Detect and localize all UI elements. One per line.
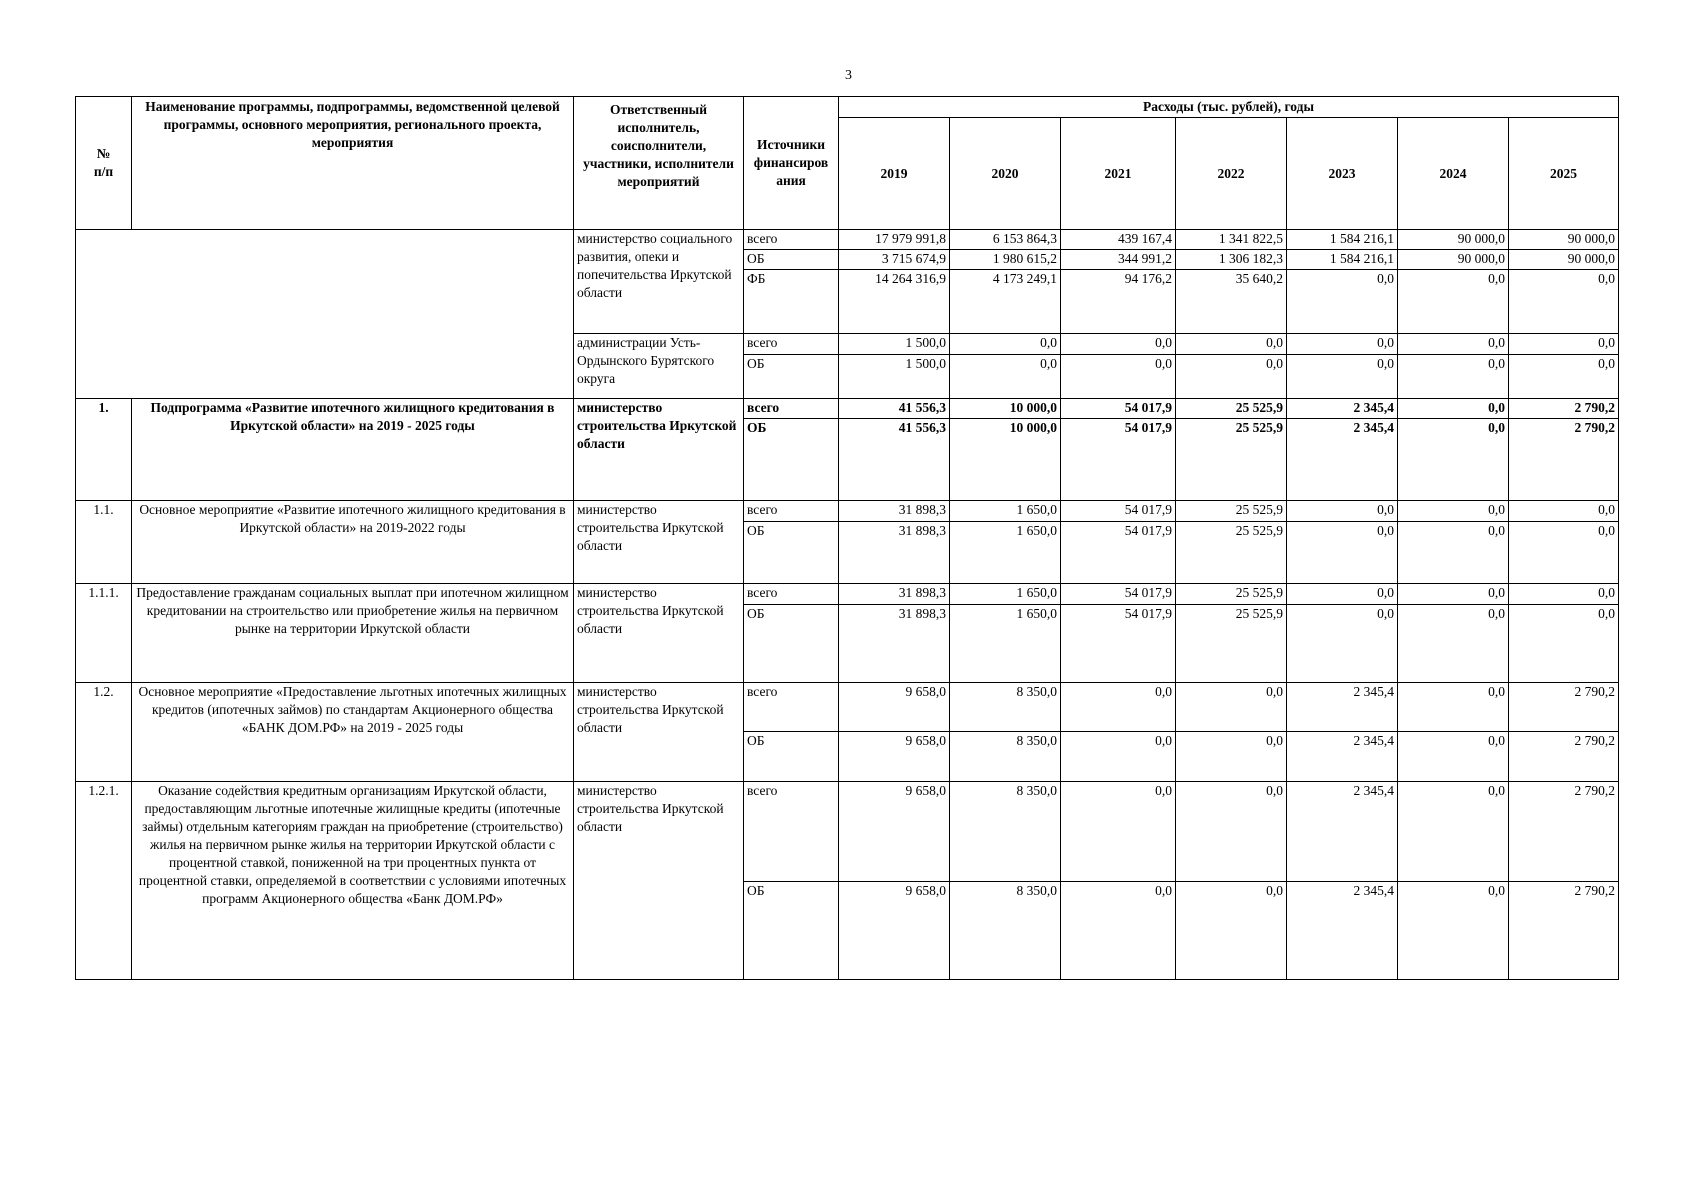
value-cell: 0,0 — [1176, 732, 1287, 782]
value-cell: 25 525,9 — [1176, 522, 1287, 584]
value-cell: 2 345,4 — [1287, 683, 1398, 732]
source-cell: всего — [744, 683, 839, 732]
row-title: Основное мероприятие «Развитие ипотечного жилищного кредитования в Иркутской области» на 2019-2022 годы — [132, 501, 574, 584]
value-cell: 2 790,2 — [1509, 782, 1619, 882]
value-cell: 6 153 864,3 — [950, 230, 1061, 250]
value-cell: 0,0 — [1509, 522, 1619, 584]
value-cell: 90 000,0 — [1398, 230, 1509, 250]
value-cell: 2 790,2 — [1509, 419, 1619, 501]
value-cell: 9 658,0 — [839, 882, 950, 980]
value-cell: 0,0 — [1287, 334, 1398, 355]
source-cell: ОБ — [744, 605, 839, 683]
value-cell: 0,0 — [1398, 782, 1509, 882]
value-cell: 54 017,9 — [1061, 605, 1176, 683]
value-cell: 2 345,4 — [1287, 782, 1398, 882]
value-cell: 2 345,4 — [1287, 732, 1398, 782]
value-cell: 25 525,9 — [1176, 399, 1287, 419]
value-cell: 0,0 — [1398, 605, 1509, 683]
value-cell: 41 556,3 — [839, 399, 950, 419]
value-cell: 0,0 — [1287, 522, 1398, 584]
value-cell: 2 345,4 — [1287, 419, 1398, 501]
value-cell: 10 000,0 — [950, 419, 1061, 501]
header-year: 2021 — [1061, 118, 1176, 230]
header-source: Источники финансиров ания — [744, 97, 839, 230]
value-cell: 25 525,9 — [1176, 584, 1287, 605]
value-cell: 1 650,0 — [950, 605, 1061, 683]
header-year: 2025 — [1509, 118, 1619, 230]
header-expenses: Расходы (тыс. рублей), годы — [839, 97, 1619, 118]
header-year: 2024 — [1398, 118, 1509, 230]
value-cell: 90 000,0 — [1398, 250, 1509, 270]
source-cell: всего — [744, 334, 839, 355]
value-cell: 31 898,3 — [839, 522, 950, 584]
value-cell: 1 650,0 — [950, 501, 1061, 522]
row-number: 1. — [76, 399, 132, 501]
row-title: Оказание содействия кредитным организациям Иркутской области, предоставляющим льготные ипотечные жилищные кредиты (ипотечные займы) отдельным категориям граждан на приобретение (строительство) жилья на первичном рынке жилья на территории Иркутской области с процентной ставкой, пониженной на три процентных пункта от процентной ставки, определяемой в соответствии с условиями ипотечных программ Акционерного общества «Банк ДОМ.РФ» — [132, 782, 574, 980]
value-cell: 0,0 — [1287, 270, 1398, 334]
table-row — [76, 501, 1619, 522]
table-row — [76, 399, 1619, 419]
value-cell: 14 264 316,9 — [839, 270, 950, 334]
value-cell: 8 350,0 — [950, 683, 1061, 732]
value-cell: 54 017,9 — [1061, 522, 1176, 584]
value-cell: 8 350,0 — [950, 782, 1061, 882]
source-cell: всего — [744, 230, 839, 250]
value-cell: 344 991,2 — [1061, 250, 1176, 270]
value-cell: 0,0 — [1398, 399, 1509, 419]
value-cell: 54 017,9 — [1061, 501, 1176, 522]
table-body — [76, 230, 1619, 980]
header-year: 2019 — [839, 118, 950, 230]
source-cell: ОБ — [744, 355, 839, 399]
page-number: 3 — [845, 68, 852, 83]
table-row — [76, 230, 1619, 250]
value-cell: 0,0 — [1061, 334, 1176, 355]
value-cell: 9 658,0 — [839, 732, 950, 782]
row-number: 1.2.1. — [76, 782, 132, 980]
value-cell: 0,0 — [1398, 683, 1509, 732]
value-cell: 0,0 — [1398, 522, 1509, 584]
header-year: 2022 — [1176, 118, 1287, 230]
source-cell: всего — [744, 584, 839, 605]
value-cell: 0,0 — [1061, 882, 1176, 980]
value-cell: 2 345,4 — [1287, 399, 1398, 419]
value-cell: 1 980 615,2 — [950, 250, 1061, 270]
value-cell: 35 640,2 — [1176, 270, 1287, 334]
value-cell: 0,0 — [1509, 334, 1619, 355]
value-cell: 0,0 — [1398, 882, 1509, 980]
value-cell: 8 350,0 — [950, 882, 1061, 980]
value-cell: 17 979 991,8 — [839, 230, 950, 250]
header-responsible: Ответственный исполнитель, соисполнители, участники, исполнители мероприятий — [574, 97, 744, 230]
value-cell: 1 650,0 — [950, 584, 1061, 605]
value-cell: 54 017,9 — [1061, 399, 1176, 419]
row-title: Подпрограмма «Развитие ипотечного жилищного кредитования в Иркутской области» на 2019 - 2025 годы — [132, 399, 574, 501]
value-cell: 439 167,4 — [1061, 230, 1176, 250]
value-cell: 25 525,9 — [1176, 419, 1287, 501]
value-cell: 0,0 — [1398, 584, 1509, 605]
header-name: Наименование программы, подпрограммы, ведомственной целевой программы, основного мероприятия, регионального проекта, мероприятия — [132, 97, 574, 230]
source-cell: ОБ — [744, 732, 839, 782]
value-cell: 3 715 674,9 — [839, 250, 950, 270]
responsible-cell: министерство социального развития, опеки и попечительства Иркутской области — [574, 230, 744, 334]
value-cell: 0,0 — [1176, 882, 1287, 980]
value-cell: 1 650,0 — [950, 522, 1061, 584]
value-cell: 0,0 — [1287, 501, 1398, 522]
value-cell: 0,0 — [1287, 355, 1398, 399]
table-row — [76, 683, 1619, 732]
responsible-cell: министерство строительства Иркутской области — [574, 501, 744, 584]
value-cell: 0,0 — [1509, 270, 1619, 334]
value-cell: 0,0 — [1398, 355, 1509, 399]
value-cell: 54 017,9 — [1061, 584, 1176, 605]
value-cell: 0,0 — [1061, 683, 1176, 732]
source-cell: ОБ — [744, 522, 839, 584]
value-cell: 0,0 — [1287, 605, 1398, 683]
source-cell: всего — [744, 501, 839, 522]
value-cell: 31 898,3 — [839, 605, 950, 683]
value-cell: 0,0 — [1398, 732, 1509, 782]
value-cell: 0,0 — [1398, 419, 1509, 501]
value-cell: 9 658,0 — [839, 683, 950, 732]
value-cell: 41 556,3 — [839, 419, 950, 501]
value-cell: 0,0 — [1398, 270, 1509, 334]
value-cell: 31 898,3 — [839, 584, 950, 605]
value-cell: 0,0 — [1509, 605, 1619, 683]
header-year: 2023 — [1287, 118, 1398, 230]
value-cell: 90 000,0 — [1509, 250, 1619, 270]
responsible-cell: администрации Усть-Ордынского Бурятского округа — [574, 334, 744, 399]
value-cell: 0,0 — [1398, 501, 1509, 522]
value-cell: 2 790,2 — [1509, 399, 1619, 419]
value-cell: 0,0 — [1398, 334, 1509, 355]
responsible-cell: министерство строительства Иркутской области — [574, 584, 744, 683]
value-cell: 2 790,2 — [1509, 683, 1619, 732]
value-cell: 90 000,0 — [1509, 230, 1619, 250]
value-cell: 1 500,0 — [839, 355, 950, 399]
value-cell: 1 306 182,3 — [1176, 250, 1287, 270]
budget-table — [75, 96, 1619, 980]
header-year: 2020 — [950, 118, 1061, 230]
value-cell: 25 525,9 — [1176, 501, 1287, 522]
continuation-cell — [76, 230, 574, 399]
source-cell: ОБ — [744, 882, 839, 980]
value-cell: 2 345,4 — [1287, 882, 1398, 980]
source-cell: ОБ — [744, 250, 839, 270]
value-cell: 10 000,0 — [950, 399, 1061, 419]
value-cell: 9 658,0 — [839, 782, 950, 882]
value-cell: 0,0 — [950, 355, 1061, 399]
value-cell: 31 898,3 — [839, 501, 950, 522]
responsible-cell: министерство строительства Иркутской области — [574, 399, 744, 501]
value-cell: 4 173 249,1 — [950, 270, 1061, 334]
value-cell: 1 584 216,1 — [1287, 230, 1398, 250]
responsible-cell: министерство строительства Иркутской области — [574, 782, 744, 980]
table-row — [76, 782, 1619, 882]
value-cell: 25 525,9 — [1176, 605, 1287, 683]
value-cell: 94 176,2 — [1061, 270, 1176, 334]
source-cell: ОБ — [744, 419, 839, 501]
row-number: 1.1.1. — [76, 584, 132, 683]
row-number: 1.2. — [76, 683, 132, 782]
value-cell: 0,0 — [1061, 782, 1176, 882]
value-cell: 0,0 — [1176, 355, 1287, 399]
value-cell: 1 584 216,1 — [1287, 250, 1398, 270]
responsible-cell: министерство строительства Иркутской области — [574, 683, 744, 782]
row-number: 1.1. — [76, 501, 132, 584]
value-cell: 0,0 — [1176, 683, 1287, 732]
source-cell: ФБ — [744, 270, 839, 334]
value-cell: 0,0 — [1176, 334, 1287, 355]
value-cell: 0,0 — [950, 334, 1061, 355]
value-cell: 0,0 — [1061, 732, 1176, 782]
value-cell: 1 500,0 — [839, 334, 950, 355]
value-cell: 54 017,9 — [1061, 419, 1176, 501]
table-header — [76, 97, 1619, 230]
value-cell: 0,0 — [1509, 584, 1619, 605]
value-cell: 0,0 — [1176, 782, 1287, 882]
value-cell: 0,0 — [1509, 355, 1619, 399]
value-cell: 8 350,0 — [950, 732, 1061, 782]
value-cell: 1 341 822,5 — [1176, 230, 1287, 250]
source-cell: всего — [744, 399, 839, 419]
table-row — [76, 584, 1619, 605]
value-cell: 0,0 — [1287, 584, 1398, 605]
header-no: № п/п — [76, 97, 132, 230]
source-cell: всего — [744, 782, 839, 882]
row-title: Предоставление гражданам социальных выплат при ипотечном жилищном кредитовании на строительство или приобретение жилья на первичном рынке на территории Иркутской области — [132, 584, 574, 683]
value-cell: 0,0 — [1061, 355, 1176, 399]
value-cell: 2 790,2 — [1509, 732, 1619, 782]
value-cell: 2 790,2 — [1509, 882, 1619, 980]
value-cell: 0,0 — [1509, 501, 1619, 522]
row-title: Основное мероприятие «Предоставление льготных ипотечных жилищных кредитов (ипотечных займов) по стандартам Акционерного общества «БАНК ДОМ.РФ» на 2019 - 2025 годы — [132, 683, 574, 782]
